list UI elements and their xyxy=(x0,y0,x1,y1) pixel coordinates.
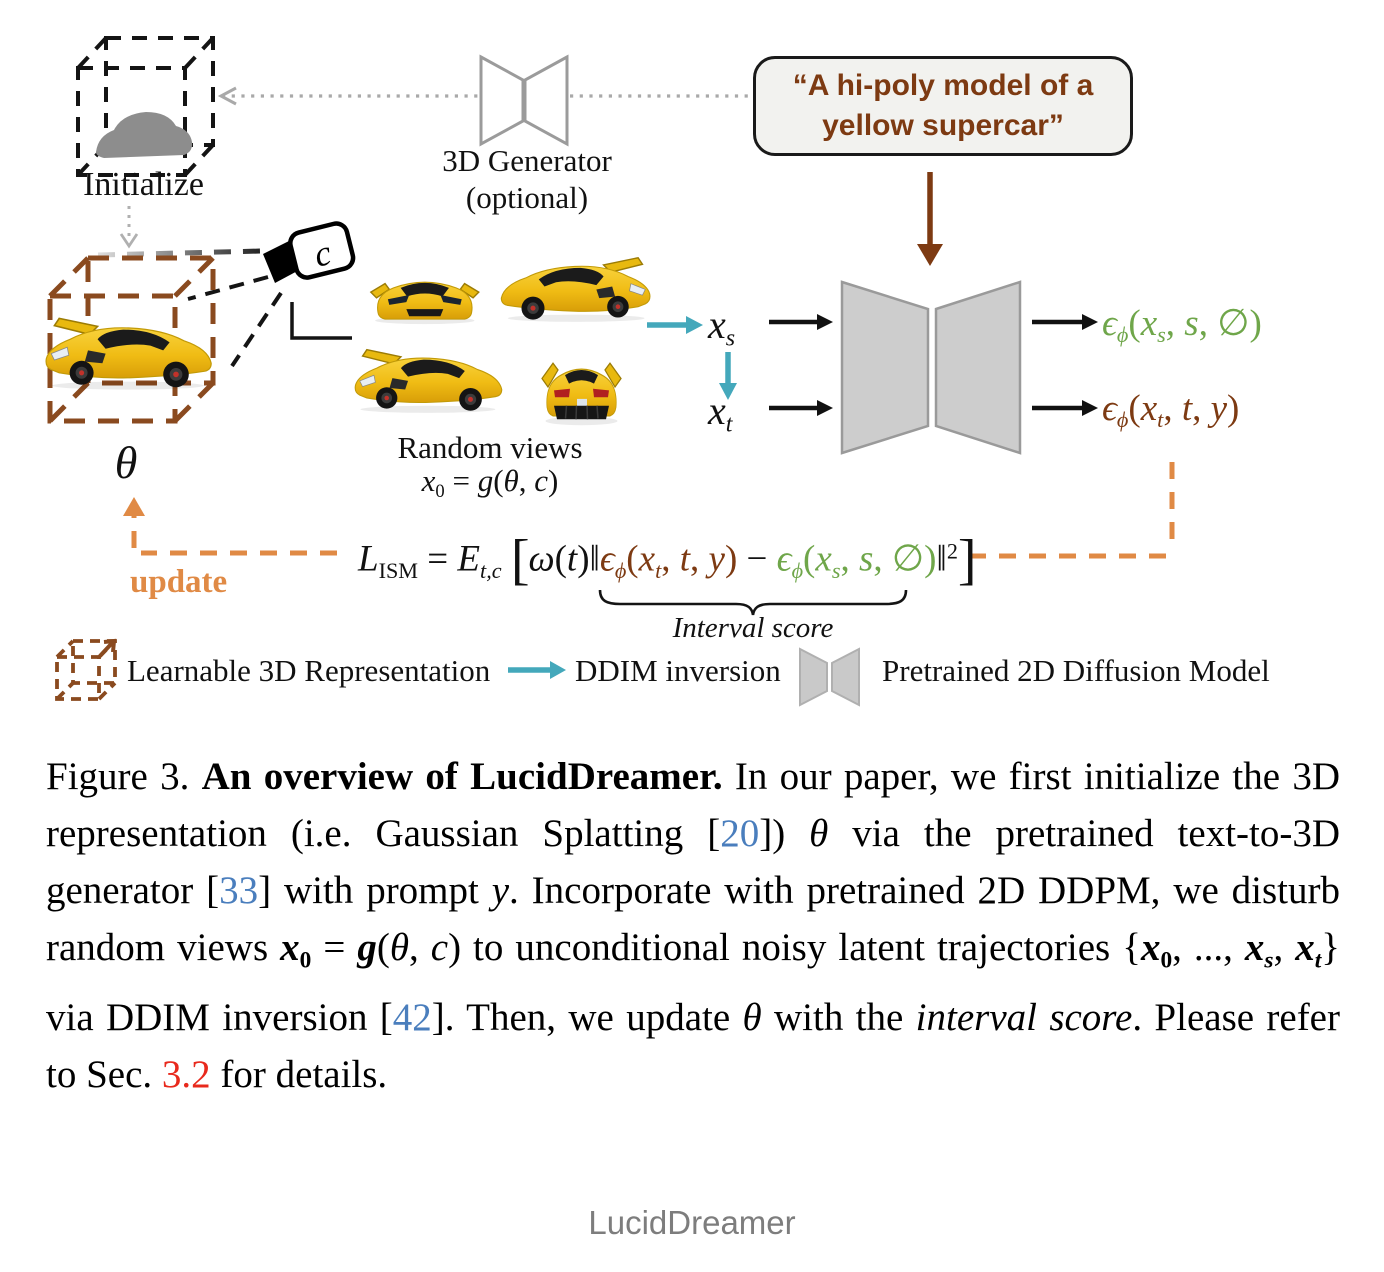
legend-label-ddim: DDIM inversion xyxy=(575,653,781,688)
generator-bowtie-icon xyxy=(481,57,567,144)
figure-caption: Figure 3. An overview of LucidDreamer. In our paper, we first initialize the 3D representation (i.e. Gaussian Splatting [20]) θ via the pretrained text-to-3D generator [33] with prompt y. Incorporate with pretrained 2D DDPM, we disturb random views x0 = g(θ, c) to unconditional noisy latent trajectories {x0, ..., xs, xt} via DDIM inversion [42]. Then, we update θ with the interval score. Please refer to Sec. 3.2 for details. xyxy=(46,755,1341,1097)
xs-label: xs xyxy=(708,302,736,352)
legend-label-learnable: Learnable 3D Representation xyxy=(127,653,491,688)
random-view-car-right xyxy=(501,258,650,322)
legend-label-pretrained: Pretrained 2D Diffusion Model xyxy=(882,653,1270,688)
camera-elbow-connector xyxy=(292,302,352,338)
theta-label: θ xyxy=(114,437,138,488)
update-arrowhead xyxy=(123,497,145,516)
prompt-text-line1: “A hi-poly model of a xyxy=(792,69,1094,102)
theta-car xyxy=(46,318,211,389)
ism-loss-formula: LISM = Et,c [ω(t)‖ϵϕ(xt, t, y) − ϵϕ(xs, s, ∅)‖$^2$] xyxy=(358,529,976,591)
watermark-text: LucidDreamer xyxy=(588,1204,796,1241)
prompt-bubble xyxy=(753,56,1133,156)
initialize-label: Initialize xyxy=(83,166,204,203)
gray-car-silhouette xyxy=(96,112,192,158)
legend-ddim-arrow xyxy=(508,661,566,679)
eps-unconditional-output: ϵϕ(xs, s, ∅) xyxy=(1102,303,1262,348)
diffusion-model-bowtie xyxy=(842,282,1020,453)
random-view-car-front xyxy=(371,282,479,324)
random-views-equation: x0 = g(θ, c) xyxy=(421,463,559,502)
generator-label-line1: 3D Generator xyxy=(442,143,612,178)
random-view-car-rear xyxy=(542,363,621,425)
legend-cube-arrow xyxy=(100,641,114,656)
prompt-arrow xyxy=(917,172,943,266)
generator-label-line2: (optional) xyxy=(465,180,589,215)
initialize-down-arrow xyxy=(121,206,137,246)
ddim-arrow-right xyxy=(647,316,703,334)
random-views-label: Random views xyxy=(397,430,583,465)
camera-label: c xyxy=(309,232,336,275)
random-view-car-left xyxy=(355,350,502,413)
xt-label: xt xyxy=(708,388,733,438)
update-label: update xyxy=(130,564,228,600)
prompt-text-line2: yellow supercar” xyxy=(822,109,1064,142)
interval-score-label: Interval score xyxy=(672,612,834,644)
flow-arrows xyxy=(769,314,1098,416)
legend-bowtie-icon xyxy=(800,649,859,705)
eps-conditional-output: ϵϕ(xt, t, y) xyxy=(1102,388,1240,433)
camera-icon xyxy=(263,221,355,283)
